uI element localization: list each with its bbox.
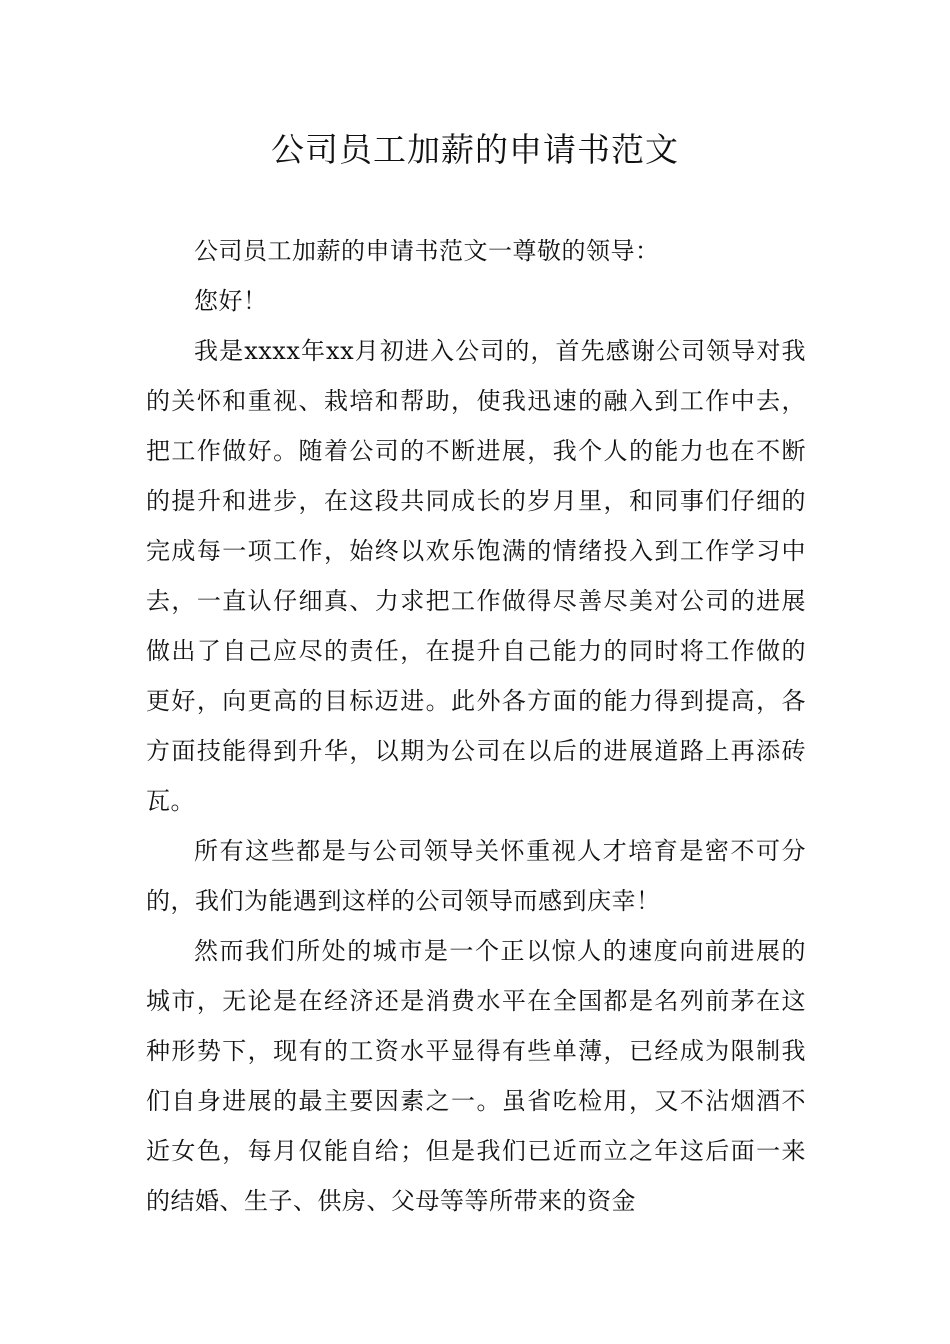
document-title: 公司员工加薪的申请书范文 [271, 130, 679, 169]
paragraph-salutation: 公司员工加薪的申请书范文一尊敬的领导： [194, 237, 660, 265]
document-body [146, 226, 806, 1226]
paragraph-greeting: 您好！ [194, 287, 268, 315]
paragraph-introduction: 我是xxxx年xx月初进入公司的，首先感谢公司领导对我的关怀和重视、栽培和帮助，使我迅速的融入到工作中去，把工作做好。随着公司的不断进展，我个人的能力也在不断的提升和进步，在这段共同成长的岁月里，和同事们仔细的完成每一项工作，始终以欢乐饱满的情绪投入到工作学习中去，一直认仔细真、力求把工作做得尽善尽美对公司的进展做出了自己应尽的责任，在提升自己能力的同时将工作做的更好，向更高的目标迈进。此外各方面的能力得到提高，各方面技能得到升华，以期为公司在以后的进展道路上再添砖瓦。 [146, 337, 806, 815]
paragraph-gratitude: 所有这些都是与公司领导关怀重视人才培育是密不可分的，我们为能遇到这样的公司领导而感到庆幸！ [146, 837, 806, 915]
paragraph-reason: 然而我们所处的城市是一个正以惊人的速度向前进展的城市，无论是在经济还是消费水平在全国都是名列前茅在这种形势下，现有的工资水平显得有些单薄，已经成为限制我们自身进展的最主要因素之一。虽省吃检用，又不沾烟酒不近女色，每月仅能自给；但是我们已近而立之年这后面一来的结婚、生子、供房、父母等等所带来的资金 [146, 937, 806, 1215]
